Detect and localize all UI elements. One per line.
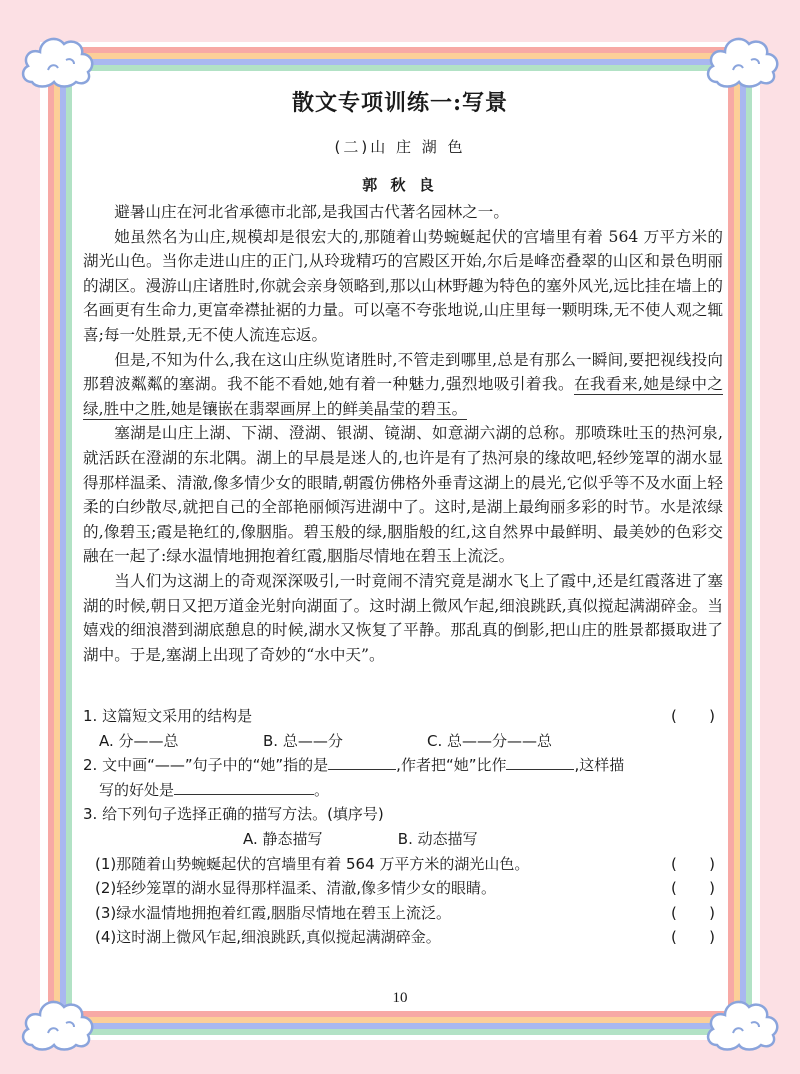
question-2-line2-suffix: 。 [314,780,330,799]
method-b: B. 动态描写 [397,829,478,848]
question-3 [83,802,723,827]
item-text: (4)这时湖上微风乍起,细浪跳跃,真似搅起满湖碎金。 [95,928,441,947]
method-a: A. 静态描写 [243,829,323,848]
answer-paren-3-2[interactable] [671,876,715,901]
worksheet-page [73,72,727,1011]
paren-close: ) [709,707,715,725]
question-3-stem: 3. 给下列句子选择正确的描写方法。(填序号) [83,805,384,824]
option-a: A. 分——总 [99,731,179,750]
reading-passage [83,200,723,667]
question-2-part2: ,作者把“她”比作 [396,756,507,775]
question-2 [83,753,723,778]
answer-blank-2[interactable] [506,753,574,770]
paragraph-5: 当人们为这湖上的奇观深深吸引,一时竟闹不清究竟是湖水飞上了霞中,还是红霞落进了塞湖的时候,朝日又把万道金光射向湖面了。这时湖上微风乍起,细浪跳跃,真似搅起满湖碎金。当嬉戏的细浪潜到湖底憩息的时候,湖水又恢复了平静。那乱真的倒影,把山庄的胜景都摄取进了湖中。于是,塞湖上出现了奇妙的“水中天”。 [83,571,723,664]
rainbow-border-left [48,47,72,1035]
answer-paren-3-1[interactable] [671,852,715,877]
paren-close: ) [709,854,715,873]
underlined-sentence: 在我看来,她是绿中之绿,胜中之胜,她是镶嵌在翡翠画屏上的鲜美晶莹的碧玉。 [83,375,723,418]
paren-close: ) [709,903,715,922]
rainbow-border-top [48,47,752,71]
question-3-item-3 [83,901,723,926]
item-text: (1)那随着山势蜿蜒起伏的宫墙里有着 564 万平方米的湖光山色。 [95,854,530,873]
option-b: B. 总——分 [263,731,343,750]
question-1-stem: 1. 这篇短文采用的结构是 [83,707,253,725]
answer-paren-3-3[interactable] [671,901,715,926]
paren-open: ( [671,707,677,725]
question-2-line2-prefix: 写的好处是 [99,780,175,799]
paragraph-4: 塞湖是山庄上湖、下湖、澄湖、银湖、镜湖、如意湖六湖的总称。那喷珠吐玉的热河泉,就活跃在澄湖的东北隅。湖上的早晨是迷人的,也许是有了热河泉的缘故吧,轻纱笼罩的湖水显得那样温柔、清澈,像多情少女的眼睛,朝霞仿佛格外垂青这湖上的晨光,它似乎等不及水面上轻柔的白纱散尽,就把自己的全部艳丽倾泻进湖中了。这时,是湖上最绚丽多彩的时节。水是浓绿的,像碧玉;霞是艳红的,像胭脂。碧玉般的绿,胭脂般的红,这自然界中最鲜明、最美妙的色彩交融在一起了:绿水温情地拥抱着红霞,胭脂尽情地在碧玉上流泛。 [83,424,723,566]
question-1 [83,704,723,729]
cloud-icon-bottom-right [703,993,781,1055]
page-number: 10 [392,990,408,1006]
paren-open: ( [671,879,677,898]
answer-paren-q1[interactable] [671,704,715,729]
cloud-icon-top-left [18,30,96,92]
paren-close: ) [709,879,715,898]
paren-open: ( [671,854,677,873]
paren-open: ( [671,903,677,922]
article-author: 郭 秋 良 [362,176,438,194]
question-2-part1: 2. 文中画“——”句子中的“她”指的是 [83,756,329,775]
paren-close: ) [709,928,715,947]
answer-blank-1[interactable] [328,753,396,770]
option-c: C. 总——分——总 [427,731,553,750]
question-3-item-1 [83,852,723,877]
rainbow-border-right [728,47,752,1035]
question-3-item-4 [83,925,723,950]
question-3-item-2 [83,876,723,901]
answer-blank-3[interactable] [174,778,314,795]
item-text: (3)绿水温情地拥抱着红霞,胭脂尽情地在碧玉上流泛。 [95,903,452,922]
rainbow-border-bottom [48,1011,752,1035]
paragraph-2: 她虽然名为山庄,规模却是很宏大的,那随着山势蜿蜒起伏的宫墙里有着 564 万平方米的湖光山色。当你走进山庄的正门,从玲珑精巧的宫殿区开始,尔后是峰峦叠翠的山区和景色明丽的湖区。漫游山庄诸胜时,你就会亲身领略到,那以山林野趣为特色的塞外风光,远比挂在墙上的名画更有生命力,更富牵襟扯裾的力量。可以毫不夸张地说,山庄里每一颗明珠,无不使人观之辄喜;每一处胜景,无不使人流连忘返。 [83,227,723,344]
question-2-line2 [83,778,723,803]
paragraph-3 [83,348,723,422]
item-text: (2)轻纱笼罩的湖水显得那样温柔、清澈,像多情少女的眼睛。 [95,879,497,898]
article-title: (二)山 庄 湖 色 [334,138,466,156]
cloud-icon-top-right [703,30,781,92]
answer-paren-3-4[interactable] [671,925,715,950]
paragraph-3-text: 但是,不知为什么,我在这山庄纵览诸胜时,不管走到哪里,总是有那么一瞬间,要把视线投向那碧波粼粼的塞湖。我不能不看她,她有着一种魅力,强烈地吸引着我。 [83,350,723,394]
question-3-methods [83,827,723,852]
paragraph-1: 避暑山庄在河北省承德市北部,是我国古代著名园林之一。 [114,203,509,221]
question-2-part3: ,这样描 [574,756,625,775]
question-1-options [83,729,723,754]
questions-section [83,704,723,950]
cloud-icon-bottom-left [18,993,96,1055]
page-title: 散文专项训练一:写景 [291,90,509,116]
paren-open: ( [671,928,677,947]
